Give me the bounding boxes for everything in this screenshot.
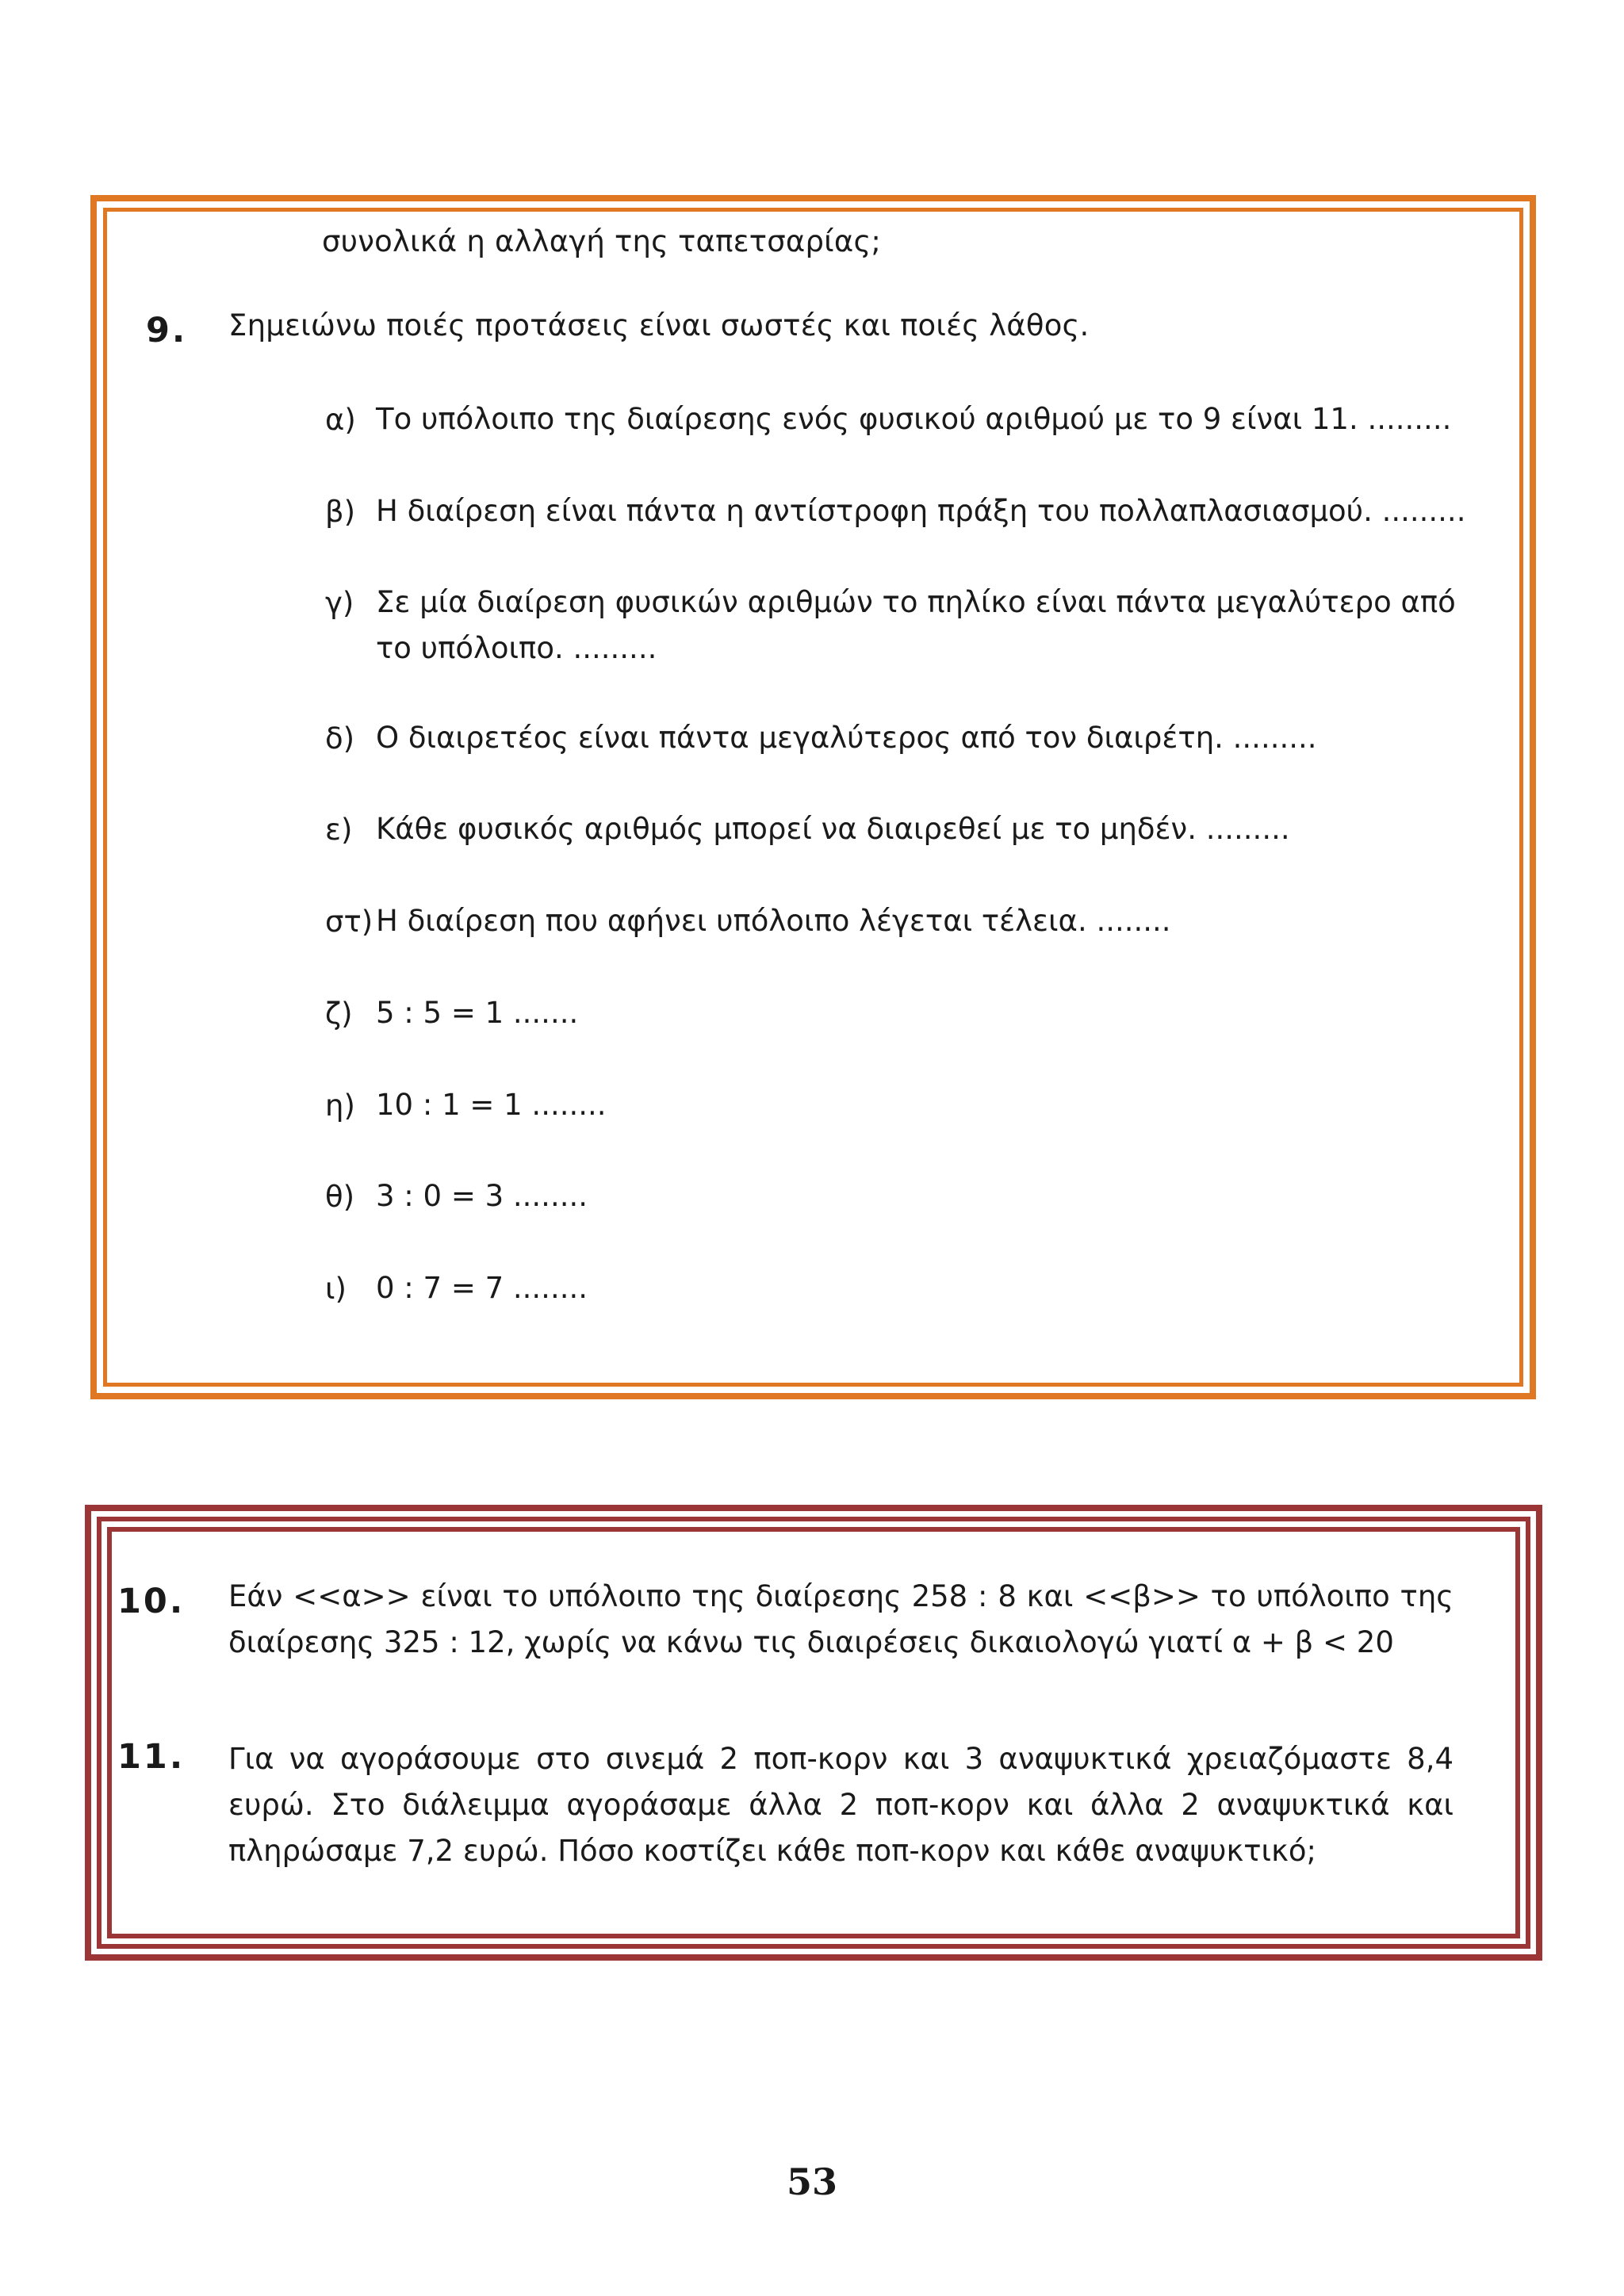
item-marker: γ) bbox=[325, 586, 354, 620]
item-marker: ζ) bbox=[325, 997, 353, 1031]
exercise-11-number: 11. bbox=[117, 1737, 186, 1777]
statement-item: Σε μία διαίρεση φυσικών αριθμών το πηλίκο είναι πάντα μεγαλύτερο από bbox=[376, 585, 1456, 619]
statement-item: 0 : 7 = 7 ........ bbox=[376, 1271, 588, 1305]
exercise-10-text: Εάν <<α>> είναι το υπόλοιπο της διαίρεσης 258 : 8 και <<β>> το υπόλοιπο της διαίρεσης 325 : 12, χωρίς να κάνω τις διαιρέσεις δικαιολογώ γιατί α + β < 20 bbox=[228, 1579, 1454, 1659]
continuation-text: συνολικά η αλλαγή της ταπετσαρίας; bbox=[322, 224, 882, 258]
item-marker: ε) bbox=[325, 813, 353, 847]
exercise-box-orange bbox=[90, 195, 1536, 1399]
item-marker: η) bbox=[325, 1089, 355, 1123]
statement-item: 3 : 0 = 3 ........ bbox=[376, 1179, 588, 1213]
exercise-9-number: 9. bbox=[146, 311, 188, 350]
statement-item: 10 : 1 = 1 ........ bbox=[376, 1088, 607, 1122]
item-marker: α) bbox=[325, 403, 356, 437]
statement-item: Η διαίρεση που αφήνει υπόλοιπο λέγεται τέλεια. ........ bbox=[376, 904, 1171, 938]
item-marker: θ) bbox=[325, 1180, 355, 1214]
item-marker: στ) bbox=[325, 905, 373, 939]
statement-item: Το υπόλοιπο της διαίρεσης ενός φυσικού αριθμού με το 9 είναι 11. ......... bbox=[376, 402, 1452, 436]
exercise-10-number: 10. bbox=[117, 1582, 186, 1621]
statement-item: Κάθε φυσικός αριθμός μπορεί να διαιρεθεί με το μηδέν. ......... bbox=[376, 812, 1290, 846]
item-marker: δ) bbox=[325, 721, 355, 756]
statement-item: Ο διαιρετέος είναι πάντα μεγαλύτερος από τον διαιρέτη. ......... bbox=[376, 721, 1317, 755]
exercise-9-prompt: Σημειώνω ποιές προτάσεις είναι σωστές και ποιές λάθος. bbox=[228, 308, 1090, 342]
statement-item-continuation: το υπόλοιπο. ......... bbox=[376, 631, 657, 665]
exercise-11-text: Για να αγοράσουμε στο σινεμά 2 ποπ-κορν και 3 αναψυκτικά χρειαζόμαστε 8,4 ευρώ. Στο διάλειμμα αγοράσαμε άλλα 2 ποπ-κορν και άλλα 2 αναψυκτικά και πληρώσαμε 7,2 ευρώ. Πόσο κοστίζει κάθε ποπ-κορν και κάθε αναψυκτικό; bbox=[228, 1742, 1454, 1868]
statement-item: Η διαίρεση είναι πάντα η αντίστροφη πράξη του πολλαπλασιασμού. ......... bbox=[376, 494, 1466, 528]
statement-item: 5 : 5 = 1 ....... bbox=[376, 996, 579, 1030]
page-number: 53 bbox=[786, 2160, 837, 2203]
item-marker: β) bbox=[325, 495, 356, 529]
item-marker: ι) bbox=[325, 1272, 347, 1306]
